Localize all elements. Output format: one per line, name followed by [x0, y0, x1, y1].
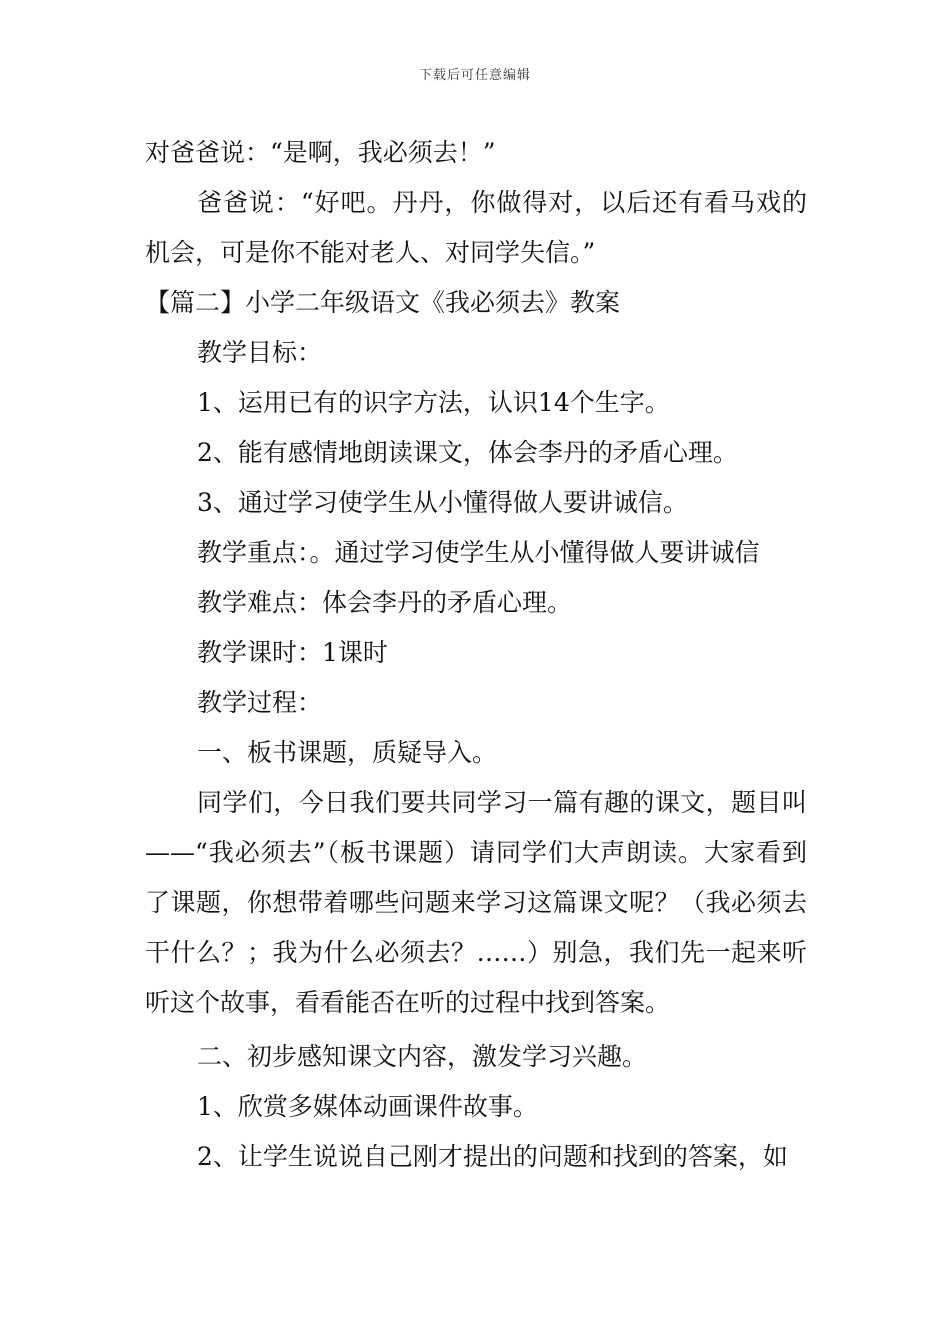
- list-item-activity-2: 2、让学生说说自己刚才提出的问题和找到的答案，如: [197, 1142, 788, 1171]
- paragraph-difficulty: 教学难点：体会李丹的矛盾心理。: [197, 588, 573, 617]
- list-item-goal-1: 1、运用已有的识字方法，认识14个生字。: [197, 388, 670, 417]
- paragraph-dialogue-2: 爸爸说：“好吧。丹丹，你做得对，以后还有看马戏的机会，可是你不能对老人、对同学失信。”: [145, 188, 807, 267]
- paragraph-class-hours: 教学课时：1课时: [197, 638, 388, 667]
- paragraph-step-2: 二、初步感知课文内容，激发学习兴趣。: [197, 1042, 648, 1071]
- list-item-goal-2: 2、能有感情地朗读课文，体会李丹的矛盾心理。: [197, 438, 738, 467]
- list-item-activity-1: 1、欣赏多媒体动画课件故事。: [197, 1092, 538, 1121]
- section-title: 【篇二】小学二年级语文《我必须去》教案: [145, 288, 621, 317]
- paragraph-intro-text: 同学们，今日我们要共同学习一篇有趣的课文，题目叫——“我必须去”（板书课题）请同学们大声朗读。大家看到了课题，你想带着哪些问题来学习这篇课文呢？（我必须去干什么？；我为什么必须去？……）别急，我们先一起来听听这个故事，看看能否在听的过程中找到答案。: [145, 788, 807, 1017]
- paragraph-key-point: 教学重点：。通过学习使学生从小懂得做人要讲诚信: [197, 538, 760, 567]
- list-item-goal-3: 3、通过学习使学生从小懂得做人要讲诚信。: [197, 488, 688, 517]
- paragraph-process: 教学过程：: [197, 688, 323, 717]
- paragraph-dialogue-1: 对爸爸说：“是啊，我必须去！”: [145, 138, 496, 167]
- paragraph-teaching-goals: 教学目标：: [197, 338, 323, 367]
- paragraph-step-1: 一、板书课题，质疑导入。: [197, 738, 498, 767]
- page-header: 下载后可任意编辑: [418, 68, 531, 83]
- document-body: [145, 128, 807, 1182]
